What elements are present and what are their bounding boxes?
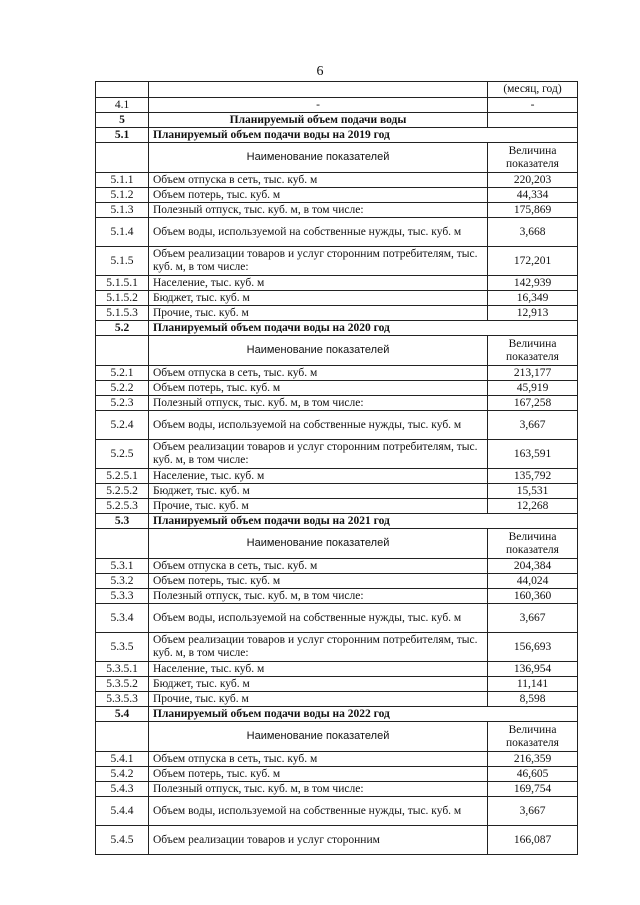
row-value: 3,667 — [488, 797, 578, 826]
row-number: 5.1.5.3 — [96, 306, 149, 321]
row-value: 16,349 — [488, 291, 578, 306]
table-row-top — [96, 82, 578, 98]
empty-cell — [96, 143, 149, 173]
row-label: Объем воды, используемой на собственные нужды, тыс. куб. м — [149, 411, 488, 440]
table-row — [96, 469, 578, 484]
page-number: 6 — [316, 64, 324, 79]
row-value: 44,334 — [488, 188, 578, 203]
year-title-row — [96, 321, 578, 336]
row-value: 3,667 — [488, 411, 578, 440]
row-label: Объем воды, используемой на собственные нужды, тыс. куб. м — [149, 604, 488, 633]
table-row — [96, 381, 578, 396]
row-value: 12,268 — [488, 499, 578, 514]
column-header-row — [96, 529, 578, 559]
row-number: 5.1.5.1 — [96, 276, 149, 291]
row-value: 3,668 — [488, 218, 578, 247]
row-label: Бюджет, тыс. куб. м — [149, 677, 488, 692]
row-number: 5.3.5 — [96, 633, 149, 662]
table-row — [96, 559, 578, 574]
row-value: 135,792 — [488, 469, 578, 484]
row-value: 136,954 — [488, 662, 578, 677]
row-label: Полезный отпуск, тыс. куб. м, в том числе: — [149, 589, 488, 604]
row-value: 45,919 — [488, 381, 578, 396]
row-label: Объем реализации товаров и услуг сторонним — [149, 826, 488, 855]
row-value: 15,531 — [488, 484, 578, 499]
row-label: Объем потерь, тыс. куб. м — [149, 381, 488, 396]
year-number: 5.2 — [96, 321, 149, 336]
row-label: Объем потерь, тыс. куб. м — [149, 188, 488, 203]
column-header-row — [96, 336, 578, 366]
year-title: Планируемый объем подачи воды на 2020 год — [149, 321, 578, 336]
row-label: Объем реализации товаров и услуг сторонним потребителям, тыс. куб. м, в том числе: — [149, 633, 488, 662]
header-value: Величина показателя — [488, 722, 578, 752]
row-number: 5.1.1 — [96, 173, 149, 188]
row-number: 4.1 — [96, 98, 149, 113]
table-row — [96, 396, 578, 411]
header-name: Наименование показателей — [149, 529, 488, 559]
row-value: 175,869 — [488, 203, 578, 218]
row-number: 5.1.3 — [96, 203, 149, 218]
table-row — [96, 767, 578, 782]
row-label: Объем воды, используемой на собственные нужды, тыс. куб. м — [149, 218, 488, 247]
row-value: 142,939 — [488, 276, 578, 291]
row-label: Объем реализации товаров и услуг сторонним потребителям, тыс. куб. м, в том числе: — [149, 440, 488, 469]
table-row — [96, 589, 578, 604]
row-label: Прочие, тыс. куб. м — [149, 499, 488, 514]
table-row — [96, 247, 578, 276]
row-value: 213,177 — [488, 366, 578, 381]
row-value: 3,667 — [488, 604, 578, 633]
empty-cell — [96, 336, 149, 366]
table-row — [96, 662, 578, 677]
section-row — [96, 113, 578, 128]
row-label: Полезный отпуск, тыс. куб. м, в том числе: — [149, 203, 488, 218]
table-row — [96, 499, 578, 514]
table-row — [96, 797, 578, 826]
row-value: 163,591 — [488, 440, 578, 469]
header-name: Наименование показателей — [149, 336, 488, 366]
row-number: 5.3.5.2 — [96, 677, 149, 692]
header-name: Наименование показателей — [149, 143, 488, 173]
row-value: 46,605 — [488, 767, 578, 782]
row-value: 172,201 — [488, 247, 578, 276]
row-label: Прочие, тыс. куб. м — [149, 692, 488, 707]
row-number: 5.2.3 — [96, 396, 149, 411]
row-number: 5.4.3 — [96, 782, 149, 797]
row-label: Объем воды, используемой на собственные нужды, тыс. куб. м — [149, 797, 488, 826]
row-label: Бюджет, тыс. куб. м — [149, 291, 488, 306]
row-value: 12,913 — [488, 306, 578, 321]
row-number: 5.4.2 — [96, 767, 149, 782]
empty-cell — [96, 529, 149, 559]
table-row — [96, 677, 578, 692]
table-row — [96, 188, 578, 203]
row-label: Бюджет, тыс. куб. м — [149, 484, 488, 499]
table-row-4-1 — [96, 98, 578, 113]
row-value: 216,359 — [488, 752, 578, 767]
table-row — [96, 291, 578, 306]
row-number — [96, 82, 149, 98]
row-label: Население, тыс. куб. м — [149, 276, 488, 291]
year-title-row — [96, 514, 578, 529]
table-row — [96, 218, 578, 247]
row-number: 5.4.1 — [96, 752, 149, 767]
row-label: - — [149, 98, 488, 113]
row-value: - — [488, 98, 578, 113]
table-row — [96, 633, 578, 662]
row-number: 5.3.5.3 — [96, 692, 149, 707]
year-number: 5.1 — [96, 128, 149, 143]
row-number: 5.1.2 — [96, 188, 149, 203]
table-row — [96, 411, 578, 440]
table-row — [96, 366, 578, 381]
header-name: Наименование показателей — [149, 722, 488, 752]
row-value: 44,024 — [488, 574, 578, 589]
row-number: 5.3.1 — [96, 559, 149, 574]
table-row — [96, 173, 578, 188]
year-title: Планируемый объем подачи воды на 2021 год — [149, 514, 578, 529]
row-number: 5.1.5 — [96, 247, 149, 276]
water-supply-table — [95, 81, 578, 855]
row-label: Объем отпуска в сеть, тыс. куб. м — [149, 366, 488, 381]
section-title: Планируемый объем подачи воды — [149, 113, 488, 128]
row-label — [149, 82, 488, 98]
year-title: Планируемый объем подачи воды на 2022 год — [149, 707, 578, 722]
header-value: Величина показателя — [488, 529, 578, 559]
row-value: 8,598 — [488, 692, 578, 707]
row-label: Объем потерь, тыс. куб. м — [149, 767, 488, 782]
year-title: Планируемый объем подачи воды на 2019 год — [149, 128, 578, 143]
table-row — [96, 782, 578, 797]
row-label: Население, тыс. куб. м — [149, 662, 488, 677]
row-number: 5.3.4 — [96, 604, 149, 633]
table-row — [96, 752, 578, 767]
table-row — [96, 276, 578, 291]
row-value: (месяц, год) — [488, 82, 578, 98]
section-number: 5 — [96, 113, 149, 128]
header-value: Величина показателя — [488, 143, 578, 173]
row-label: Полезный отпуск, тыс. куб. м, в том числе: — [149, 396, 488, 411]
row-value: 156,693 — [488, 633, 578, 662]
row-number: 5.2.5.2 — [96, 484, 149, 499]
row-label: Население, тыс. куб. м — [149, 469, 488, 484]
column-header-row — [96, 143, 578, 173]
row-label: Объем отпуска в сеть, тыс. куб. м — [149, 752, 488, 767]
row-number: 5.2.5 — [96, 440, 149, 469]
row-number: 5.4.5 — [96, 826, 149, 855]
row-value: 167,258 — [488, 396, 578, 411]
row-number: 5.1.4 — [96, 218, 149, 247]
row-value: 169,754 — [488, 782, 578, 797]
empty-cell — [488, 113, 578, 128]
table-row — [96, 604, 578, 633]
row-value: 11,141 — [488, 677, 578, 692]
header-value: Величина показателя — [488, 336, 578, 366]
row-value: 204,384 — [488, 559, 578, 574]
row-number: 5.1.5.2 — [96, 291, 149, 306]
row-number: 5.2.1 — [96, 366, 149, 381]
row-label: Объем отпуска в сеть, тыс. куб. м — [149, 559, 488, 574]
row-label: Объем отпуска в сеть, тыс. куб. м — [149, 173, 488, 188]
year-number: 5.3 — [96, 514, 149, 529]
table-row — [96, 574, 578, 589]
row-number: 5.3.2 — [96, 574, 149, 589]
year-title-row — [96, 128, 578, 143]
row-label: Полезный отпуск, тыс. куб. м, в том числе: — [149, 782, 488, 797]
row-number: 5.4.4 — [96, 797, 149, 826]
row-number: 5.3.3 — [96, 589, 149, 604]
table-row — [96, 692, 578, 707]
table-row — [96, 203, 578, 218]
row-value: 166,087 — [488, 826, 578, 855]
table-row — [96, 306, 578, 321]
row-number: 5.2.5.3 — [96, 499, 149, 514]
table-row — [96, 440, 578, 469]
row-number: 5.2.5.1 — [96, 469, 149, 484]
row-label: Прочие, тыс. куб. м — [149, 306, 488, 321]
table-row — [96, 826, 578, 855]
column-header-row — [96, 722, 578, 752]
year-title-row — [96, 707, 578, 722]
table-row — [96, 484, 578, 499]
row-number: 5.2.2 — [96, 381, 149, 396]
year-number: 5.4 — [96, 707, 149, 722]
row-value: 220,203 — [488, 173, 578, 188]
row-number: 5.3.5.1 — [96, 662, 149, 677]
row-number: 5.2.4 — [96, 411, 149, 440]
empty-cell — [96, 722, 149, 752]
row-label: Объем потерь, тыс. куб. м — [149, 574, 488, 589]
row-value: 160,360 — [488, 589, 578, 604]
row-label: Объем реализации товаров и услуг сторонним потребителям, тыс. куб. м, в том числе: — [149, 247, 488, 276]
